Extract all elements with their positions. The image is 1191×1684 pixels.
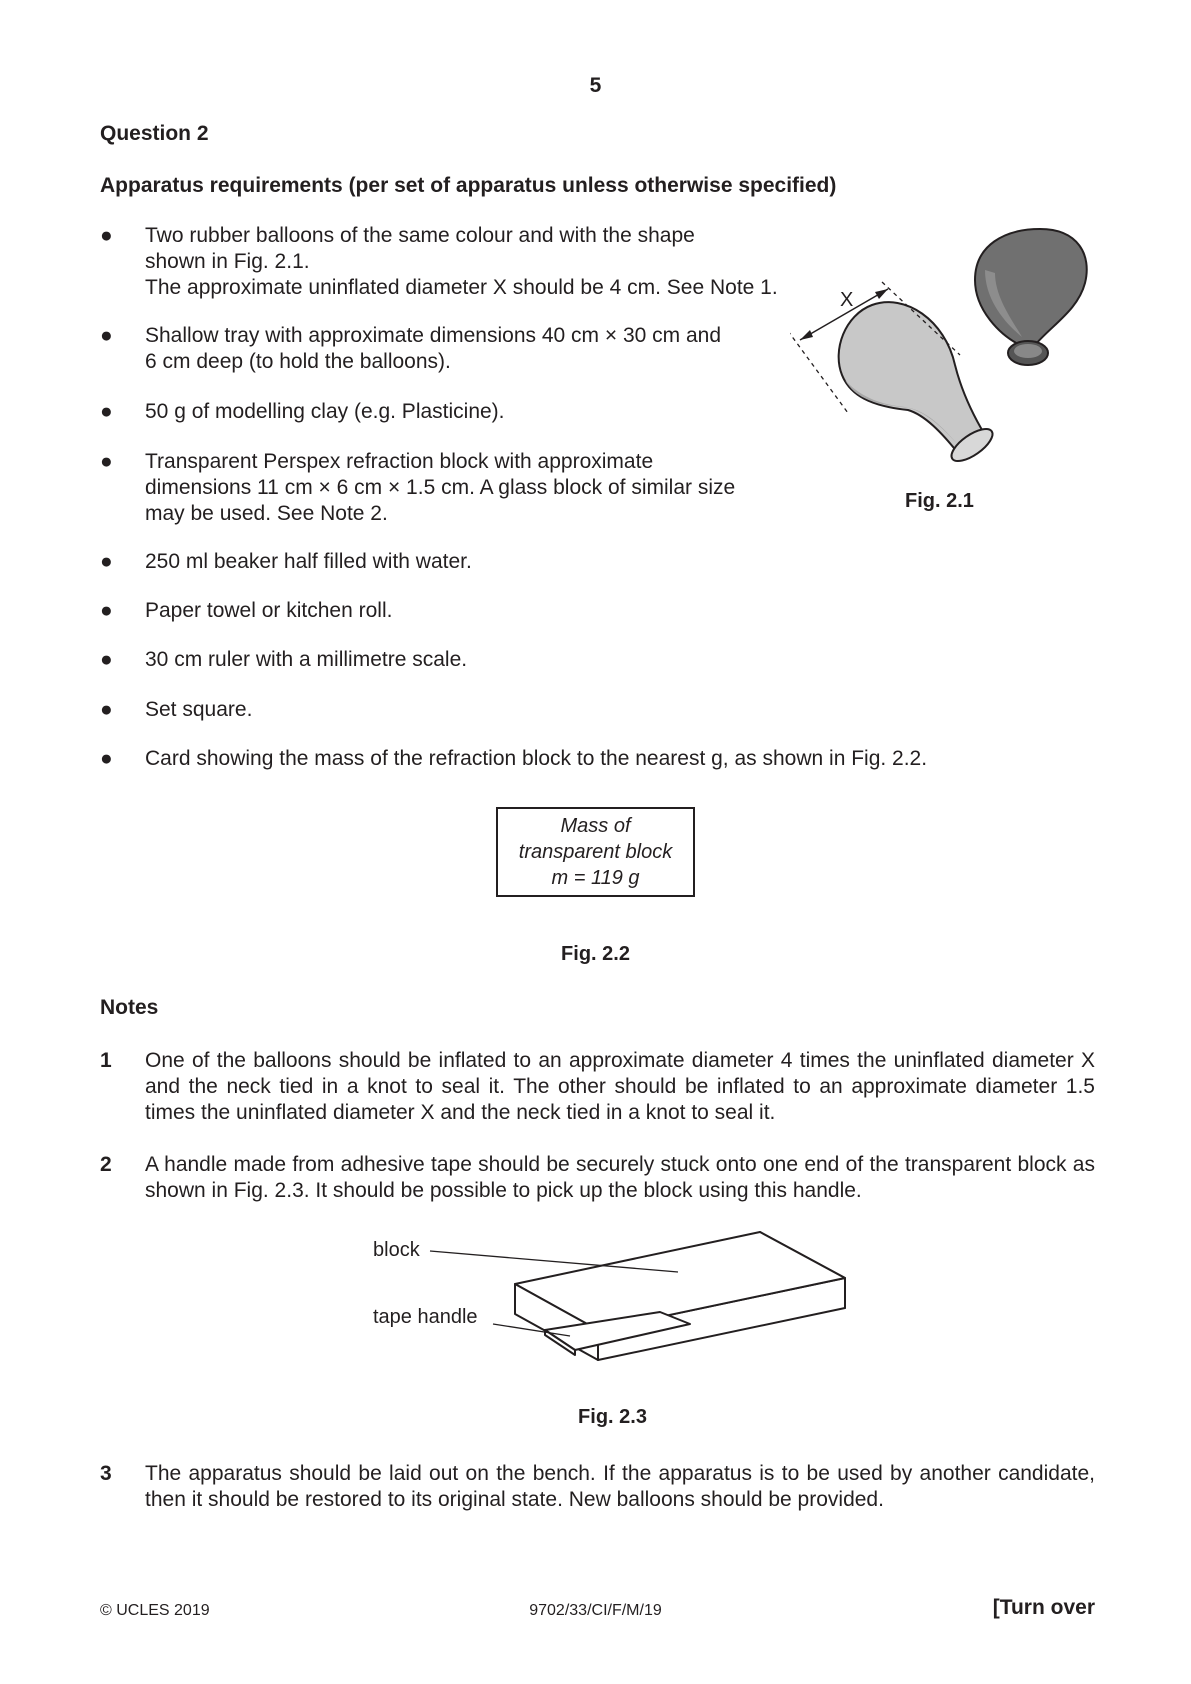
page-number: 5 <box>589 74 602 97</box>
fig-2-1-balloons <box>790 225 1110 515</box>
bullet-line: 50 g of modelling clay (e.g. Plasticine). <box>145 400 505 423</box>
bullet-dot: ● <box>100 224 113 247</box>
note-3 <box>100 1461 1095 1513</box>
bullet-line: 30 cm ruler with a millimetre scale. <box>145 648 468 671</box>
bullet-line: Transparent Perspex refraction block with approximate <box>145 450 654 473</box>
note-text: One of the balloons should be inflated to an approximate diameter 4 times the uninflated diameter X and the neck tied in a knot to seal it. The other should be inflated to an approximate diameter 1.5 times the uninflated diameter X and the neck tied in a knot to seal it. <box>145 1049 1095 1124</box>
bullet-line: Two rubber balloons of the same colour and with the shape <box>145 224 695 247</box>
bullet-dot: ● <box>100 324 113 347</box>
apparatus-title: Apparatus requirements (per set of apparatus unless otherwise specified) <box>100 174 837 197</box>
inflated-balloon-light <box>839 302 998 467</box>
fig-2-3-caption: Fig. 2.3 <box>578 1406 647 1428</box>
bullet-line: may be used. See Note 2. <box>145 502 388 525</box>
bullet-line: Card showing the mass of the refraction block to the nearest g, as shown in Fig. 2.2. <box>145 747 928 770</box>
notes-title: Notes <box>100 996 159 1019</box>
note-number: 1 <box>100 1049 112 1072</box>
dimension-x-label: X <box>840 289 854 311</box>
note-1 <box>100 1048 1095 1126</box>
card-line-2: transparent block <box>518 841 673 863</box>
note-2 <box>100 1152 1095 1204</box>
bullet-dot: ● <box>100 450 113 473</box>
block-label: block <box>373 1239 420 1261</box>
note-number: 2 <box>100 1153 112 1176</box>
turn-over: [Turn over <box>992 1596 1095 1619</box>
copyright: © UCLES 2019 <box>100 1602 210 1619</box>
bullet-line: Paper towel or kitchen roll. <box>145 599 393 622</box>
bullet-line: Shallow tray with approximate dimensions 40 cm × 30 cm and <box>145 324 722 347</box>
bullet-line: 250 ml beaker half filled with water. <box>145 550 472 573</box>
fig-2-3-block <box>360 1220 860 1380</box>
bullet-dot: ● <box>100 747 113 770</box>
fig-2-2-caption: Fig. 2.2 <box>561 943 630 965</box>
bullet-dot: ● <box>100 400 113 423</box>
bullet-dot: ● <box>100 698 113 721</box>
inflated-balloon-dark <box>975 229 1087 365</box>
note-number: 3 <box>100 1462 112 1485</box>
bullet-line: 6 cm deep (to hold the balloons). <box>145 350 451 373</box>
bullet-dot: ● <box>100 550 113 573</box>
question-title: Question 2 <box>100 122 209 145</box>
bullet-line: shown in Fig. 2.1. <box>145 250 310 273</box>
mass-card <box>496 807 695 897</box>
paper-code: 9702/33/CI/F/M/19 <box>529 1602 662 1619</box>
fig-2-1-caption: Fig. 2.1 <box>905 490 974 512</box>
tape-handle-label: tape handle <box>373 1306 478 1328</box>
note-text: The apparatus should be laid out on the bench. If the apparatus is to be used by another candidate, then it should be restored to its original state. New balloons should be provided. <box>145 1462 1095 1511</box>
card-line-1: Mass of <box>560 815 631 837</box>
note-text: A handle made from adhesive tape should be securely stuck onto one end of the transparent block as shown in Fig. 2.3. It should be possible to pick up the block using this handle. <box>145 1153 1095 1202</box>
bullet-dot: ● <box>100 599 113 622</box>
bullet-line: The approximate uninflated diameter X should be 4 cm. See Note 1. <box>145 276 778 299</box>
bullet-line: Set square. <box>145 698 253 721</box>
bullet-line: dimensions 11 cm × 6 cm × 1.5 cm. A glass block of similar size <box>145 476 736 499</box>
card-line-3: m = 119 g <box>551 867 640 889</box>
bullet-dot: ● <box>100 648 113 671</box>
